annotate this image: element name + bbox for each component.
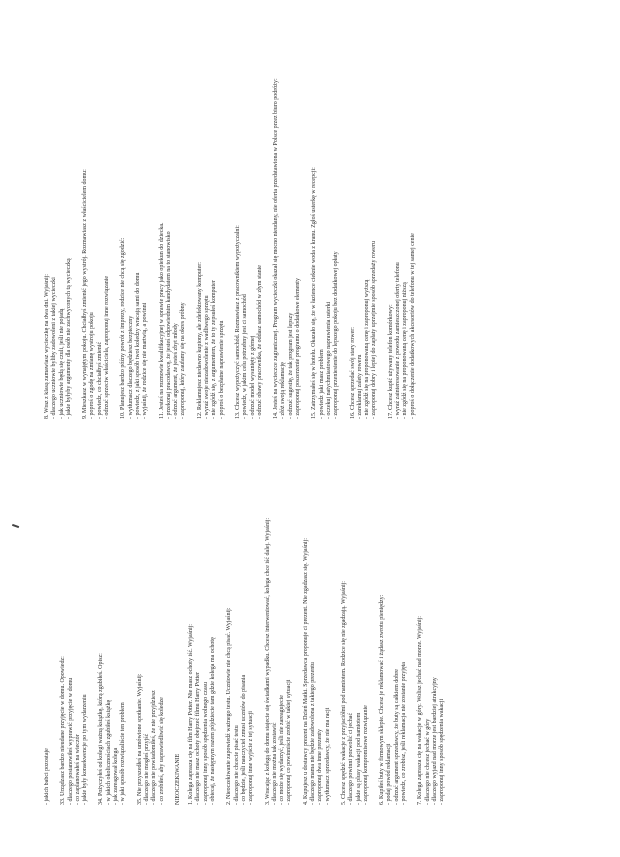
task-block bbox=[417, 460, 446, 805]
task-point: - powiedz, w jakim celu potrzebny jest ci samochód bbox=[242, 294, 249, 419]
task-block bbox=[188, 460, 217, 805]
task-prompt: 8. Wraz z klasą zamawiasz wycieczkę na dwa dni. Wyjaśnij: bbox=[44, 274, 50, 419]
task-point: - jakie byłyby argumenty dla osób nie zachwyconych tą wycieczką bbox=[65, 258, 72, 419]
task-point: - dlaczego mama nie będzie zadowolona z takiego prezentu bbox=[310, 662, 317, 805]
task-prompt: - jakich babci pozostaje bbox=[44, 748, 50, 805]
task-point: - powiedz, co chciałbyś zmienić bbox=[96, 341, 103, 419]
task-prompt: 17. Chcesz kupić używany telefon komórkowy: bbox=[387, 304, 394, 419]
task-point: - dlaczego nie chcecie pisać testu bbox=[233, 725, 240, 805]
task-point: - co może się wydarzyć, jeśli nie zareagujecie bbox=[279, 695, 286, 805]
task-point: - nie zgódź się, z argumentem, że to ty zepsułeś komputer bbox=[211, 280, 218, 419]
task-point: - dlaczego nie można tak zostawić bbox=[271, 722, 278, 805]
task-point: - zaproponuj przeniesienie do lepszego pokoju bez dodatkowej opłaty bbox=[333, 251, 340, 419]
task-point: - dlaczego nie powiadomiłeś, że nie przyjdziesz bbox=[151, 690, 158, 805]
task-prompt: 3. Wracając z kolegą do domu stajecie się świadkami wypadku. Chcesz interweniować, kolega chce iść dalej. Wyjaśnij: bbox=[264, 517, 271, 805]
task-block bbox=[60, 460, 89, 805]
task-block bbox=[273, 74, 302, 419]
task-prompt: 35. Nie przyszedłeś na umówione spotkanie. Wyjaśnij: bbox=[136, 673, 143, 805]
task-point: - odrzuć model wysunięty z górnej bbox=[249, 335, 256, 419]
task-block bbox=[159, 74, 188, 419]
task-block bbox=[311, 74, 340, 419]
task-point: - zareklamuj zalety roweru bbox=[356, 354, 363, 419]
task-point: - jakie były konsekwencje po tym wydarzeniu bbox=[82, 694, 89, 805]
task-point: - nie zgódź się na proponowaną cenę i zaproponuj wyższą bbox=[364, 279, 371, 419]
task-point: - wyraź swoje niezadowolenie z wadliwego sprzętu bbox=[204, 295, 211, 419]
task-prompt: 12. Reklamujesz niedawno kupiony, ale zdefektowany komputer: bbox=[196, 262, 203, 419]
task-block bbox=[226, 460, 255, 805]
left-column bbox=[44, 460, 604, 805]
task-point: - zaproponuj dwa inne prezenty bbox=[317, 729, 324, 805]
right-column bbox=[44, 74, 604, 419]
task-point: - zaproponuj, który zaufamy się na okres próbny bbox=[180, 302, 187, 419]
pen-mark bbox=[12, 524, 19, 528]
task-prompt: 5. Chcesz spędzić wakacje z przyjaciółmi pod namiotem. Rodzice się nie zgadzają. Wyjaśnij: bbox=[340, 581, 347, 805]
task-block bbox=[120, 74, 149, 419]
task-point: - złóż swoją reklamację bbox=[280, 362, 287, 419]
task-point: - odrzuć argument sprzedawcy, że buty są całkiem dobre bbox=[393, 669, 400, 805]
task-block bbox=[44, 460, 51, 805]
task-point: - co zrobiłeś, aby usprawiedliwić się koledze bbox=[158, 697, 165, 805]
task-point: - dlaczego nie chcesz jechać w góry bbox=[424, 718, 431, 805]
task-point: - w jakich okolicznościach zgubiłeś książkę bbox=[105, 699, 112, 805]
section-heading: NIEOCZEKIWANIE bbox=[174, 753, 181, 805]
task-point: - powiedz jaki masz problem bbox=[318, 349, 325, 419]
task-prompt: 4. Kupujesz u dostawcy prezent na Dzień Matki. Sprzedawca proponuje ci prezent. Nie zgadzasz się. Wyjaśnij: bbox=[302, 538, 309, 805]
task-point: - poproś o bezpłatne naprawienie sprzętu bbox=[218, 320, 225, 419]
task-point: - zaproponuj inny sposób spędzenia wolnego czasu bbox=[202, 682, 209, 805]
task-block bbox=[44, 74, 73, 419]
task-point: - dlaczego powinni pozwolić ci jechać bbox=[348, 712, 355, 805]
task-point: - dlaczego nie masz ochoty obejrzeć filmu Harry Potter bbox=[195, 672, 202, 805]
task-point: - jak zareagował kolega bbox=[113, 747, 120, 805]
task-block bbox=[235, 74, 264, 419]
task-point: - zaproponuj inne wyjście z tej sytuacji bbox=[248, 711, 255, 805]
task-block bbox=[388, 74, 417, 419]
task-point: - odrzuć sugestię, że tak program jest lepszy bbox=[287, 312, 294, 419]
task-block bbox=[137, 460, 166, 805]
task-point: - dlaczego uczniowie byliby zadowoleni z takiej wycieczki bbox=[51, 277, 58, 419]
task-point: - jak uczniowie będą się czuli, jeśli nie pojadą bbox=[58, 308, 65, 419]
task-prompt: 33. Urządzasz bardzo nieudane przyjęcie w domu. Opowiedz: bbox=[60, 656, 67, 805]
task-point: - co będzie, jeśli nauczyciel zmusi uczniów do pisania bbox=[240, 674, 247, 805]
task-block bbox=[98, 460, 127, 805]
task-point: - przekonaj pracodawcę, że jesteś odpowiednim kandydatem na to stanowisko bbox=[165, 231, 172, 419]
task-point: - zaproponuj dobry i lepiej do zapłaty uprzejmie sposób sprzedaży roweru bbox=[371, 241, 378, 419]
task-point: - w jaki sposób rozwiązaliście ten problem bbox=[120, 702, 127, 805]
task-point: - odrzuć sprzeciw właściciela, zaproponuj inne rozwiązanie bbox=[104, 275, 111, 419]
task-point: - wytłumacz sprzedawcy, że nie ma racji bbox=[324, 707, 331, 805]
task-prompt: 16. Chcesz sprzedać swój stary rower: bbox=[349, 327, 356, 419]
task-prompt: 14. Jesteś na wycieczce zagranicznej. Program wycieczki okazał się mocno nieudany, nie oferta przedstawiona w Polsce przez biuro podróży: bbox=[273, 78, 280, 419]
task-block bbox=[350, 74, 379, 419]
task-point: - odrzuć argument, że jesteś zbyt młody bbox=[173, 323, 180, 419]
task-prompt: 9. Mieszkasz w wynajętym pokoju. Chciałbyś zmienić jego wystrój. Rozmawiasz z właścicielem domu: bbox=[82, 169, 89, 419]
task-block bbox=[341, 460, 370, 805]
task-point: - odrzuć obawy pracownika, że oddasz samochód w złym stanie bbox=[256, 265, 263, 419]
task-prompt: 10. Planujesz bardzo późny powrót z imprezy, rodzice nie chcą się zgodzić: bbox=[120, 237, 127, 419]
task-prompt: 7. Kolega zaprasza cię na wakacje w góry. Wolisz jechać nad morze. Wyjaśnij: bbox=[417, 616, 424, 805]
task-point: - jakie są plusy wakacji pod namiotem bbox=[355, 712, 362, 805]
task-point: - co zaplanowałeś na wieczór bbox=[74, 734, 81, 805]
task-block bbox=[82, 74, 111, 419]
task-point: - wyraź zainteresowanie z powodu zamieszczonej oferty telefonu bbox=[394, 262, 401, 419]
task-prompt: 15. Zatrzymałeś się w hotelu. Okazało się, że w łazience cieknie woda z kranu. Zgłoś usterkę w recepcji: bbox=[311, 167, 318, 419]
task-point: - zaproponuj co powinniście zrobić w takiej sytuacji bbox=[286, 679, 293, 805]
task-prompt: 34. Pożyczyłeś od kolegi ważną książkę, którą zgubiłeś. Opisz: bbox=[98, 653, 105, 805]
task-point: - podaj powód reklamacji bbox=[386, 743, 393, 805]
task-point: - wyjaśnij, że rodzice się nie martwią, a powinni bbox=[142, 302, 149, 419]
task-prompt: 1. Kolega zaprasza cię na film Harry Potter. Nie masz ochoty iść. Wyjaśnij: bbox=[188, 624, 195, 805]
task-point: - wytłumacz dlaczego będziesz bezpieczny bbox=[127, 315, 134, 419]
task-block bbox=[265, 460, 294, 805]
task-point: - obiecaj, że następnym razem pójdziecie tam gdzie kolega ma ochotę bbox=[210, 637, 217, 805]
task-point: - zaproponuj inny sposób spędzenia wakacji bbox=[439, 698, 446, 805]
task-point: - dlaczego postanowiłeś wyprawić przyjęcie w domu bbox=[67, 677, 74, 805]
task-point: - zaproponuj kompromisowe rozwiązanie bbox=[362, 705, 369, 805]
task-prompt: 13. Chcesz wypożyczyć samochód. Rozmawiasz z pracownikiem wypożyczalni: bbox=[234, 225, 241, 419]
task-point: - powiedz, z jaki sposób twoi koledzy wracają sami do domu bbox=[134, 272, 141, 419]
task-point: - dlaczego nie mogłeś przyjść bbox=[143, 733, 150, 805]
task-point: - poproś o dołączenie dodatkowych akcesoriów do telefonu w tej samej cenie bbox=[409, 233, 416, 419]
task-point: - zaproponuj poszerzenie programu o dodatkowe elementy bbox=[295, 278, 302, 419]
task-prompt: 2. Nieoczekiwanie zapowiedź ważnego testu. Uczniowie nie chcą pisać. Wyjaśnij: bbox=[226, 607, 233, 805]
task-block bbox=[197, 74, 226, 419]
task-point: - nie zgódź się na proponowaną cenę i zaproponuj niższą bbox=[402, 282, 409, 419]
task-point: - poproś o zgodę na zmianę wystroju pokoju bbox=[89, 312, 96, 419]
task-point: - powiedz, co zrobisz, jeśli reklamacja nie zostanie przyjęta bbox=[400, 662, 407, 805]
task-prompt: 6. Kupiłeś buty w firmowym sklepie. Chcesz je reklamować i żądasz zwrotu pieniędzy: bbox=[379, 594, 386, 805]
task-point: - dlaczego wyjazd nad morze jest bardziej atrakcyjny bbox=[431, 677, 438, 805]
task-prompt: 11. Jesteś na rozmowie kwalifikacyjnej w sprawie pracy jako opiekun do dziecka. bbox=[158, 222, 165, 419]
task-block bbox=[303, 460, 332, 805]
task-point: - oczekuj natychmiastowego naprawienia usterki bbox=[325, 301, 332, 419]
task-block bbox=[379, 460, 408, 805]
